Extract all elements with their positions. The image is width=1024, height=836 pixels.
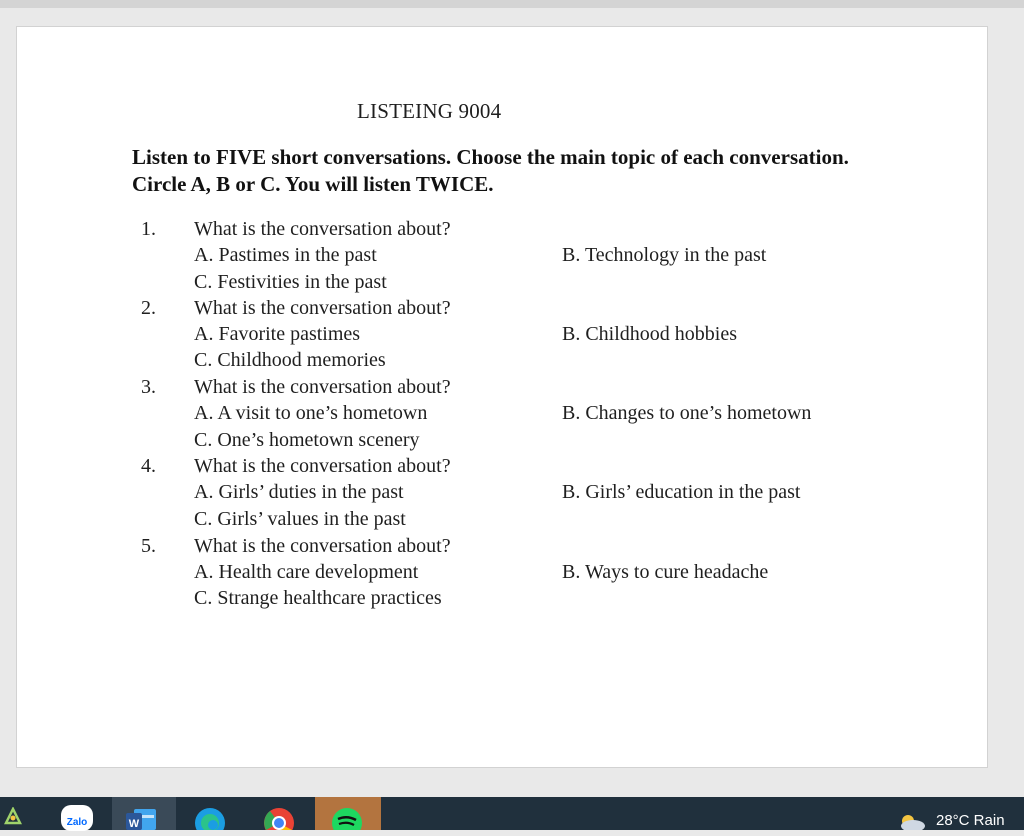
weather-icon[interactable] — [896, 811, 926, 835]
instructions-line-1: Listen to FIVE short conversations. Choose the main topic of each conversation. — [132, 145, 849, 169]
chrome-icon[interactable] — [262, 806, 296, 835]
question-number: 3. — [141, 376, 156, 398]
question-number: 1. — [141, 218, 156, 240]
word-icon — [124, 807, 158, 835]
option-c: C. Strange healthcare practices — [194, 587, 442, 609]
spotify-icon — [329, 806, 365, 835]
question-number: 2. — [141, 297, 156, 319]
taskbar — [0, 797, 1024, 830]
question-text: What is the conversation about? — [194, 297, 451, 319]
app-icon[interactable] — [4, 807, 22, 830]
document-page[interactable] — [16, 26, 988, 768]
spotify-taskbar-button[interactable] — [315, 797, 381, 830]
option-c: C. Childhood memories — [194, 349, 386, 371]
question-number: 4. — [141, 455, 156, 477]
option-c: C. Girls’ values in the past — [194, 508, 406, 530]
question-text: What is the conversation about? — [194, 376, 451, 398]
question-text: What is the conversation about? — [194, 455, 451, 477]
zalo-label: Zalo — [66, 817, 88, 828]
page-title: LISTEING 9004 — [357, 99, 502, 123]
question-text: What is the conversation about? — [194, 218, 451, 240]
instructions — [132, 144, 942, 198]
option-c: C. Festivities in the past — [194, 271, 387, 293]
option-c: C. One’s hometown scenery — [194, 429, 420, 451]
question-text: What is the conversation about? — [194, 535, 451, 557]
option-a: A. A visit to one’s hometown — [194, 402, 428, 424]
option-b: B. Technology in the past — [562, 244, 767, 266]
word-label: W — [128, 818, 140, 830]
option-b: B. Changes to one’s hometown — [562, 402, 812, 424]
zalo-icon[interactable] — [60, 803, 94, 836]
word-taskbar-button[interactable] — [112, 797, 176, 830]
question-number: 5. — [141, 535, 156, 557]
edge-icon[interactable] — [193, 806, 227, 835]
option-a: A. Health care development — [194, 561, 419, 583]
instructions-line-2: Circle A, B or C. You will listen TWICE. — [132, 172, 494, 196]
option-a: A. Pastimes in the past — [194, 244, 377, 266]
option-b: B. Girls’ education in the past — [562, 481, 801, 503]
window-top-strip — [0, 0, 1024, 8]
option-a: A. Girls’ duties in the past — [194, 481, 404, 503]
option-b: B. Ways to cure headache — [562, 561, 769, 583]
option-a: A. Favorite pastimes — [194, 323, 361, 345]
weather-temperature[interactable]: 28°C Rain — [936, 812, 1005, 829]
option-b: B. Childhood hobbies — [562, 323, 738, 345]
